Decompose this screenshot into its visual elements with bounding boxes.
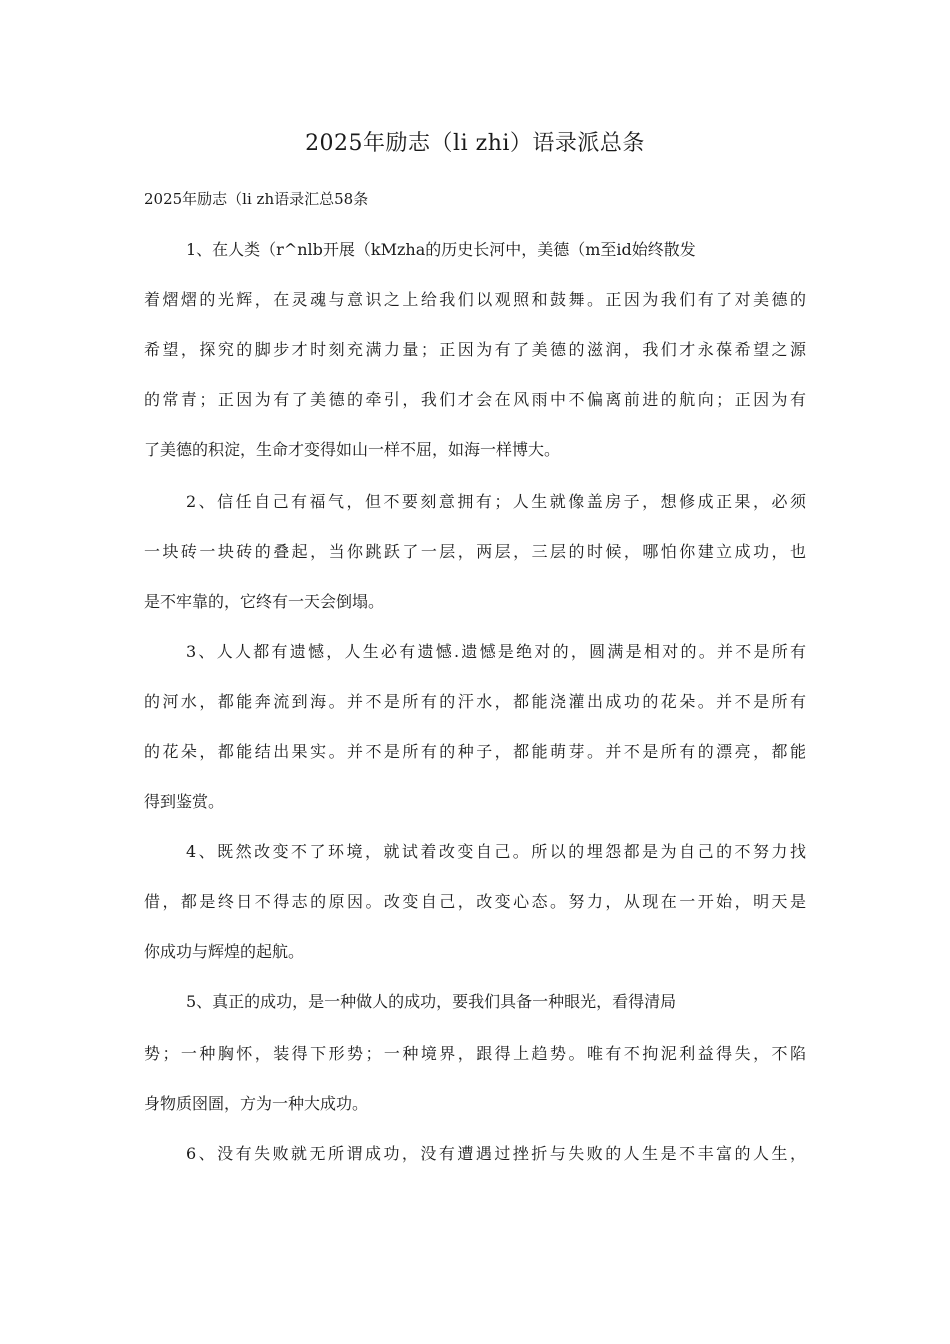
paragraph-3-line-2: 的河水，都能奔流到海。并不是所有的汗水，都能浇灌出成功的花朵。并不是所有	[144, 692, 806, 711]
paragraph-2-line-1: 2、信任自己有福气，但不要刻意拥有；人生就像盖房子，想修成正果，必须	[186, 492, 806, 511]
paragraph-5-line-2: 势；一种胸怀，装得下形势；一种境界，跟得上趋势。唯有不拘泥利益得失，不陷	[144, 1044, 806, 1063]
paragraph-4-line-2: 借，都是终日不得志的原因。改变自己，改变心态。努力，从现在一开始，明天是	[144, 892, 806, 911]
document-subtitle: 2025年励志（li zh语录汇总58条	[144, 190, 369, 208]
paragraph-3-line-3: 的花朵，都能结出果实。并不是所有的种子，都能萌芽。并不是所有的漂亮，都能	[144, 742, 806, 761]
paragraph-3-line-4: 得到鉴赏。	[144, 792, 225, 811]
paragraph-4-line-1: 4、既然改变不了环境，就试着改变自己。所以的埋怨都是为自己的不努力找	[186, 842, 806, 861]
paragraph-1-line-4: 的常青；正因为有了美德的牵引，我们才会在风雨中不偏离前进的航向；正因为有	[144, 390, 806, 409]
paragraph-1-line-5: 了美德的积淀，生命才变得如山一样不屈，如海一样博大。	[144, 440, 561, 459]
paragraph-2-line-2: 一块砖一块砖的叠起，当你跳跃了一层，两层，三层的时候，哪怕你建立成功，也	[144, 542, 806, 561]
paragraph-1-line-3: 希望，探究的脚步才时刻充满力量；正因为有了美德的滋润，我们才永葆希望之源	[144, 340, 806, 359]
paragraph-3-line-1: 3、人人都有遗憾，人生必有遗憾.遗憾是绝对的，圆满是相对的。并不是所有	[186, 642, 806, 661]
paragraph-1-line-1: 1、在人类（r^nlb开展（kMzha的历史长河中，美德（m至id始终散发	[186, 240, 696, 259]
paragraph-6-line-1: 6、没有失败就无所谓成功，没有遭遇过挫折与失败的人生是不丰富的人生，	[186, 1144, 806, 1163]
paragraph-5-line-3: 身物质囹圄，方为一种大成功。	[144, 1094, 369, 1113]
document-title: 2025年励志（li zhi）语录派总条	[305, 131, 645, 156]
paragraph-1-line-2: 着熠熠的光辉，在灵魂与意识之上给我们以观照和鼓舞。正因为我们有了对美德的	[144, 290, 806, 309]
paragraph-2-line-3: 是不牢靠的，它终有一天会倒塌。	[144, 592, 385, 611]
paragraph-4-line-3: 你成功与辉煌的起航。	[144, 942, 305, 961]
paragraph-5-line-1: 5、真正的成功，是一种做人的成功，要我们具备一种眼光，看得清局	[186, 992, 677, 1011]
